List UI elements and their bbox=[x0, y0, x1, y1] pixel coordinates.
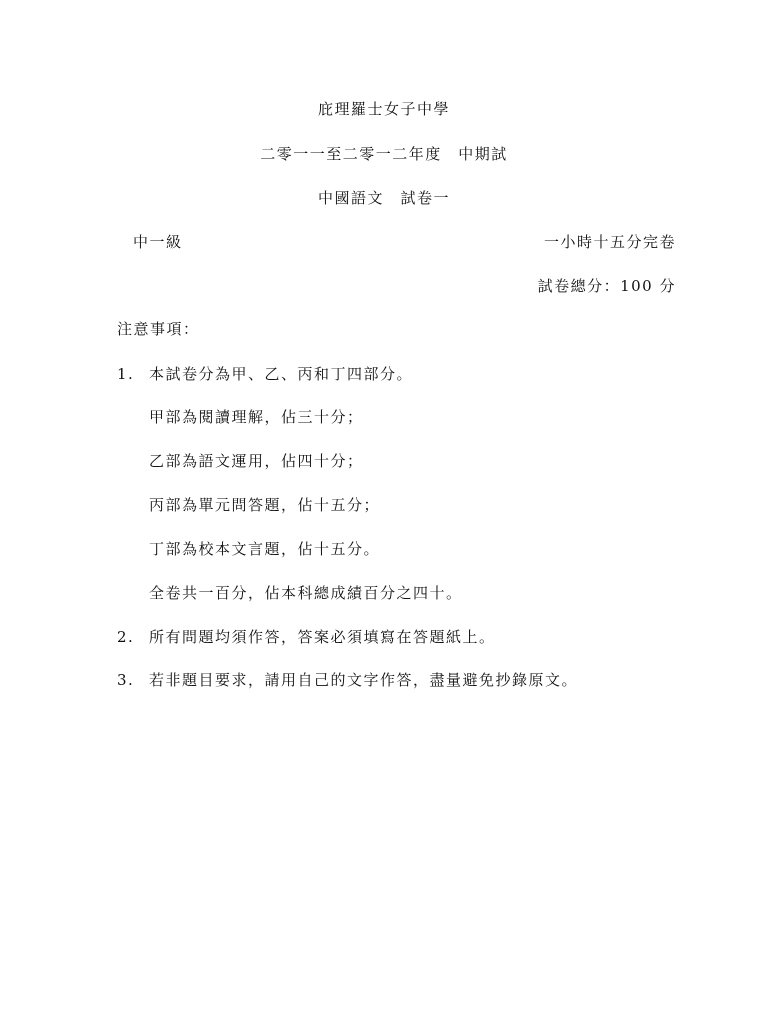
instruction-text: 本試卷分為甲、乙、丙和丁四部分。 bbox=[149, 365, 414, 383]
instruction-text: 若非題目要求，請用自己的文字作答，盡量避免抄錄原文。 bbox=[149, 671, 579, 689]
section-a-note: 甲部為閱讀理解，佔三十分； bbox=[149, 408, 364, 426]
total-marks: 試卷總分：100 分 bbox=[537, 277, 676, 295]
instruction-text: 所有問題均須作答，答案必須填寫在答題紙上。 bbox=[149, 628, 496, 646]
exam-duration: 一小時十五分完卷 bbox=[543, 233, 676, 251]
section-b-note: 乙部為語文運用，佔四十分； bbox=[149, 452, 364, 470]
instruction-item-2 bbox=[117, 627, 496, 647]
section-c-note: 丙部為單元問答題，佔十五分； bbox=[149, 496, 381, 514]
school-name: 庇理羅士女子中學 bbox=[317, 100, 450, 118]
section-d-note: 丁部為校本文言題，佔十五分。 bbox=[149, 540, 381, 558]
instructions-heading: 注意事項： bbox=[117, 320, 200, 338]
instruction-number: 3. bbox=[117, 671, 135, 689]
form-level: 中一級 bbox=[133, 233, 183, 251]
exam-title: 二零一一至二零一二年度 中期試 bbox=[260, 145, 508, 163]
paper-title: 中國語文 試卷一 bbox=[317, 189, 450, 207]
weighting-note: 全卷共一百分，佔本科總成績百分之四十。 bbox=[149, 584, 463, 602]
instruction-item-3 bbox=[117, 670, 578, 690]
instruction-item-1 bbox=[117, 364, 413, 384]
instruction-number: 1. bbox=[117, 365, 135, 383]
instruction-number: 2. bbox=[117, 628, 135, 646]
